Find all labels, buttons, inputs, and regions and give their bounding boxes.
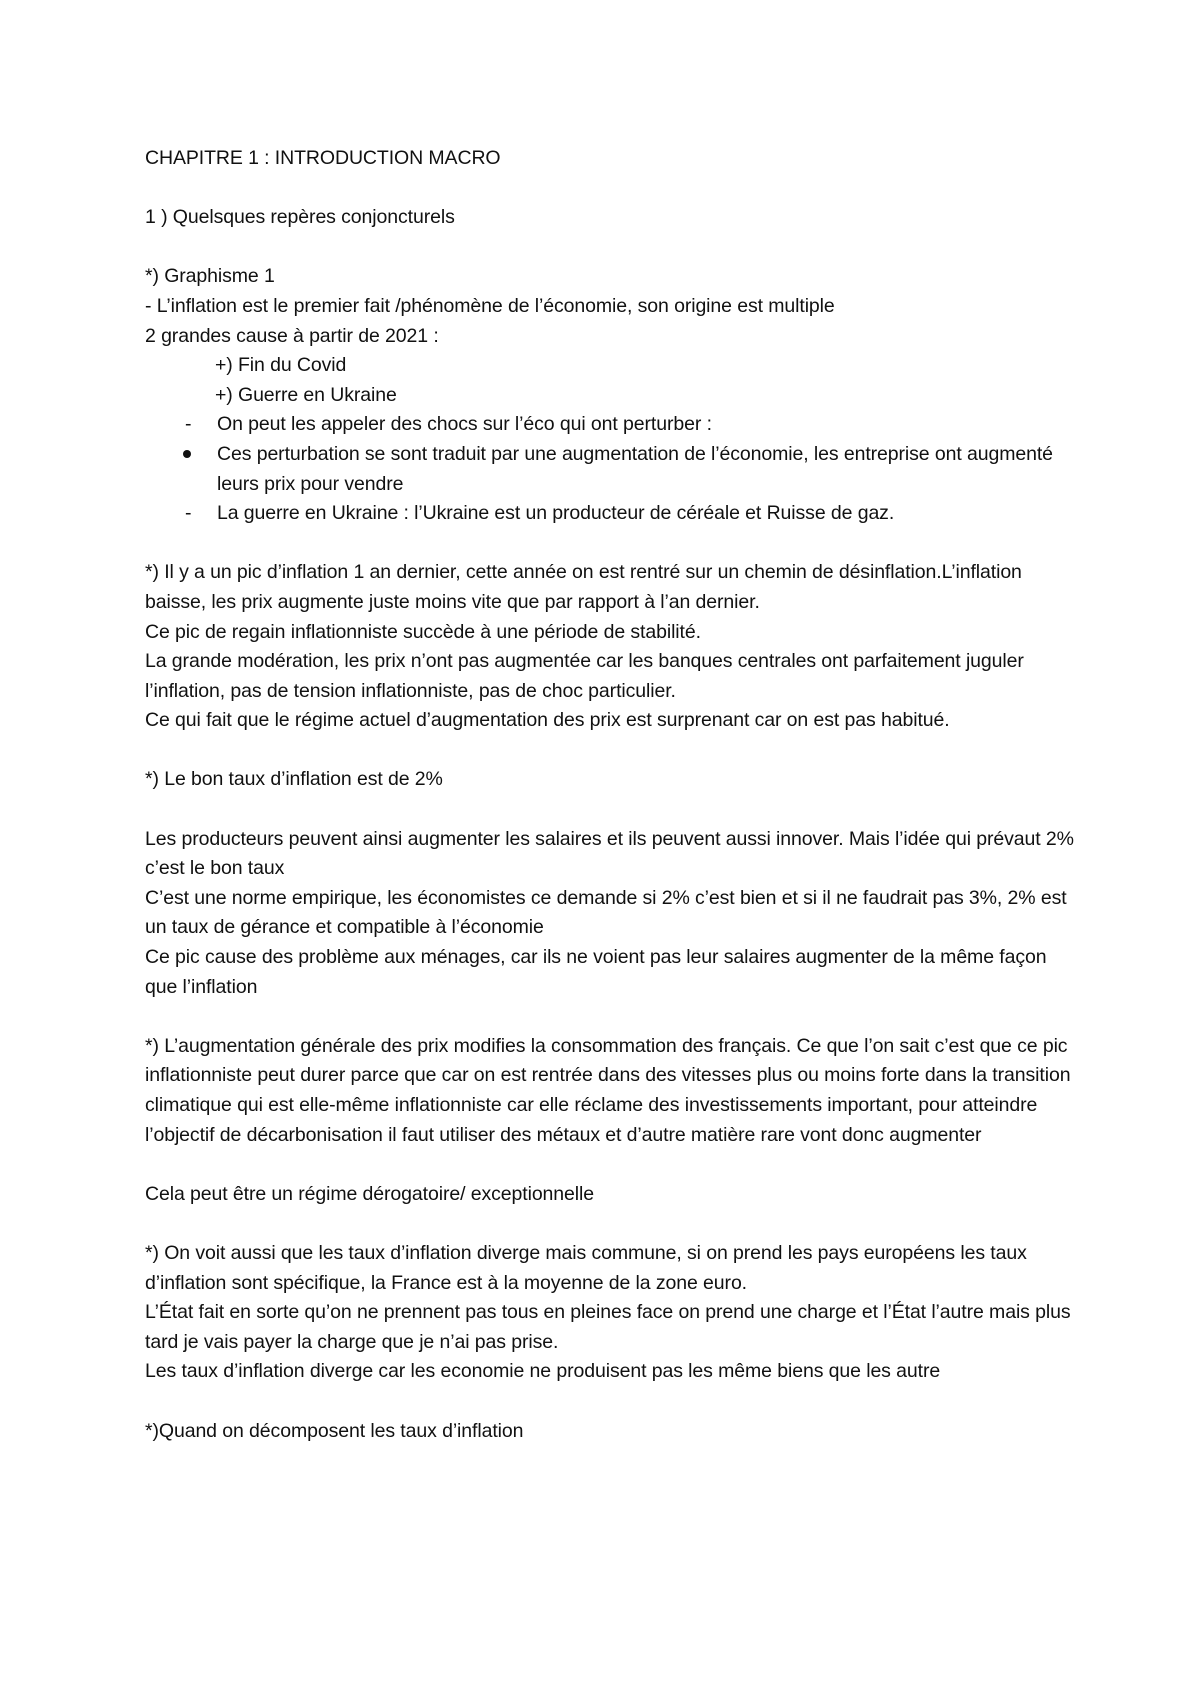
paragraph: Ce pic cause des problème aux ménages, car ils ne voient pas leur salaires augmenter de la même façon que l’inflation (145, 946, 1047, 998)
spacer (145, 233, 1075, 263)
paragraph: Cela peut être un régime dérogatoire/ exceptionnelle (145, 1182, 595, 1205)
list-item-text: On peut les appeler des chocs sur l’éco qui ont perturber : (217, 413, 712, 436)
list-item (145, 440, 1075, 499)
spacer (145, 1387, 1075, 1417)
paragraph-heading: *)Quand on décomposent les taux d’inflation (145, 1419, 524, 1442)
paragraph: C’est une norme empirique, les économistes ce demande si 2% c’est bien et si il ne faudrait pas 3%, 2% est un taux de gérance et compatible à l’économie (145, 886, 1067, 939)
spacer (145, 795, 1075, 825)
bullet-icon (183, 450, 191, 458)
paragraph: La grande modération, les prix n’ont pas augmentée car les banques centrales ont parfaitement juguler l’inflation, pas de tension inflationniste, pas de choc particulier. (145, 650, 1024, 702)
spacer (145, 529, 1075, 559)
graph1-line: - L’inflation est le premier fait /phénomène de l’économie, son origine est multiple (145, 294, 835, 317)
paragraph: *) Il y a un pic d’inflation 1 an dernier, cette année on est rentré sur un chemin de désinflation.L’inflation baisse, les prix augmente juste moins vite que par rapport à l’an dernier. (145, 561, 1022, 613)
section-heading: 1 ) Quelsques repères conjoncturels (145, 206, 455, 229)
paragraph: *) L’augmentation générale des prix modifies la consommation des français. Ce que l’on sait c’est que ce pic inflationniste peut durer parce que car on est rentrée dans des vitesses plus ou moins forte dans la transition climatique qui est elle-même inflationniste car elle réclame des investissements important, pour atteindre l’objectif de décarbonisation il faut utiliser des métaux et d’autre matière rare vont donc augmenter (145, 1034, 1071, 1146)
spacer (145, 1002, 1075, 1032)
list-item-text: La guerre en Ukraine : l’Ukraine est un producteur de céréale et Ruisse de gaz. (217, 502, 895, 525)
paragraph: L’État fait en sorte qu’on ne prennent pas tous en pleines face on prend une charge et l’État l’autre mais plus tard je vais payer la charge que je n’ai pas prise. (145, 1301, 1071, 1353)
document-title: CHAPITRE 1 : INTRODUCTION MACRO (145, 147, 501, 169)
spacer (145, 736, 1075, 766)
sub-item: +) Guerre en Ukraine (215, 383, 397, 406)
paragraph: Les producteurs peuvent ainsi augmenter les salaires et ils peuvent aussi innover. Mais l’idée qui prévaut 2% c’est le bon taux (145, 827, 1074, 880)
graph1-heading: *) Graphisme 1 (145, 265, 275, 288)
dash-marker: - (185, 502, 192, 525)
paragraph-heading: *) Le bon taux d’inflation est de 2% (145, 768, 443, 791)
spacer (145, 174, 1075, 204)
paragraph: Les taux d’inflation diverge car les economie ne produisent pas les même biens que les autre (145, 1360, 941, 1383)
document-body (145, 144, 1075, 1446)
sub-item: +) Fin du Covid (215, 354, 347, 377)
dash-marker: - (185, 413, 192, 436)
list-item (145, 499, 1075, 529)
list-item-text: Ces perturbation se sont traduit par une augmentation de l’économie, les entreprise ont augmenté leurs prix pour vendre (217, 442, 1053, 495)
paragraph: *) On voit aussi que les taux d’inflation diverge mais commune, si on prend les pays européens les taux d’inflation sont spécifique, la France est à la moyenne de la zone euro. (145, 1241, 1027, 1294)
paragraph: Ce qui fait que le régime actuel d’augmentation des prix est surprenant car on est pas habitué. (145, 709, 950, 732)
list-item (145, 410, 1075, 440)
paragraph: Ce pic de regain inflationniste succède à une période de stabilité. (145, 620, 701, 643)
spacer (145, 1209, 1075, 1239)
spacer (145, 1150, 1075, 1180)
graph1-line: 2 grandes cause à partir de 2021 : (145, 324, 439, 347)
